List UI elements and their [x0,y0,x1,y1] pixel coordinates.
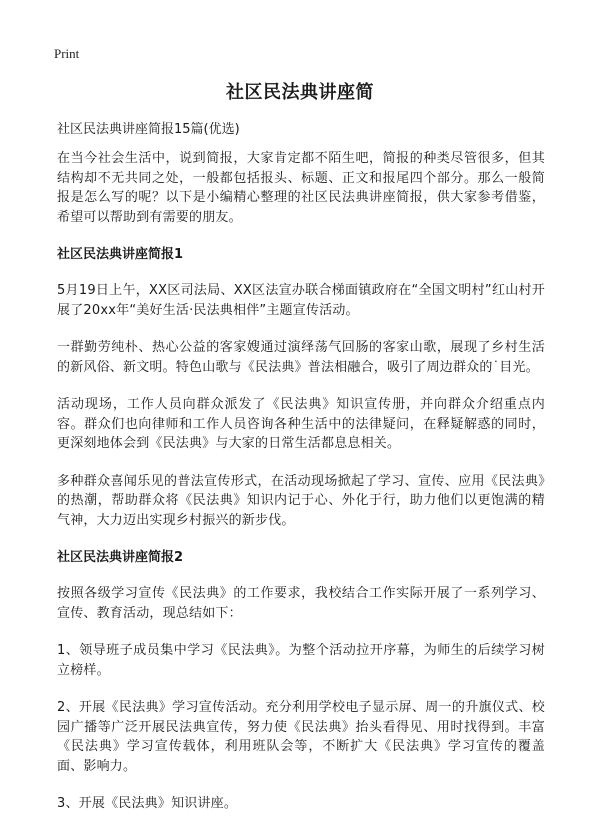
document-subtitle: 社区民法典讲座简报15篇(优选) [57,122,240,137]
document-body [57,120,545,832]
section-paragraph: 1、领导班子成员集中学习《民法典》。为整个活动拉开序幕，为师生的后续学习树立榜样。 [57,643,545,678]
section-heading: 社区民法典讲座简报2 [57,550,184,565]
page-title: 社区民法典讲座简 [226,82,374,103]
section-heading: 社区民法典讲座简报1 [57,247,184,262]
section-paragraph: 一群勤劳纯朴、热心公益的客家嫂通过演绎荡气回肠的客家山歌，展现了乡村生活的新风俗、新文明。特色山歌与《民法典》普法相融合，吸引了周边群众的˙目光。 [57,340,545,375]
section-2 [57,548,545,814]
print-link[interactable]: Print [54,46,80,61]
section-paragraph: 3、开展《民法典》知识讲座。 [57,796,238,811]
section-paragraph: 2、开展《民法典》学习宣传活动。充分利用学校电子显示屏、周一的升旗仪式、校园广播等广泛开展民法典宣传，努力使《民法典》抬头看得见、用时找得到。丰富《民法典》学习宣传载体，利用班队会等，不断扩大《民法典》学习宣传的覆盖面、影响力。 [57,700,545,774]
section-1 [57,245,545,530]
section-paragraph: 按照各级学习宣传《民法典》的工作要求，我校结合工作实际开展了一系列学习、宣传、教育活动，现总结如下： [57,586,545,621]
intro-paragraph: 在当今社会生活中，说到简报，大家肯定都不陌生吧，简报的种类尽管很多，但其结构却不无共同之处，一般都包括报头、标题、正文和报尾四个部分。那么一般简报是怎么写的呢？以下是小编精心整理的社区民法典讲座简报，供大家参考借鉴，希望可以帮助到有需要的朋友。 [57,151,545,225]
section-paragraph: 活动现场，工作人员向群众派发了《民法典》知识宣传册，并向群众介绍重点内容。群众们也向律师和工作人员咨询各种生活中的法律疑问，在释疑解惑的同时，更深刻地体会到《民法典》与大家的日常生活都息息相关。 [57,397,545,451]
section-paragraph: 5月19日上午，XX区司法局、XX区法宣办联合梯面镇政府在“全国文明村”红山村开展了20xx年“美好生活·民法典相伴”主题宣传活动。 [57,283,545,318]
section-paragraph: 多种群众喜闻乐见的普法宣传形式，在活动现场掀起了学习、宣传、应用《民法典》的热潮，帮助群众将《民法典》知识内记于心、外化于行，助力他们以更饱满的精气神，大力迈出实现乡村振兴的新步伐。 [57,473,545,528]
